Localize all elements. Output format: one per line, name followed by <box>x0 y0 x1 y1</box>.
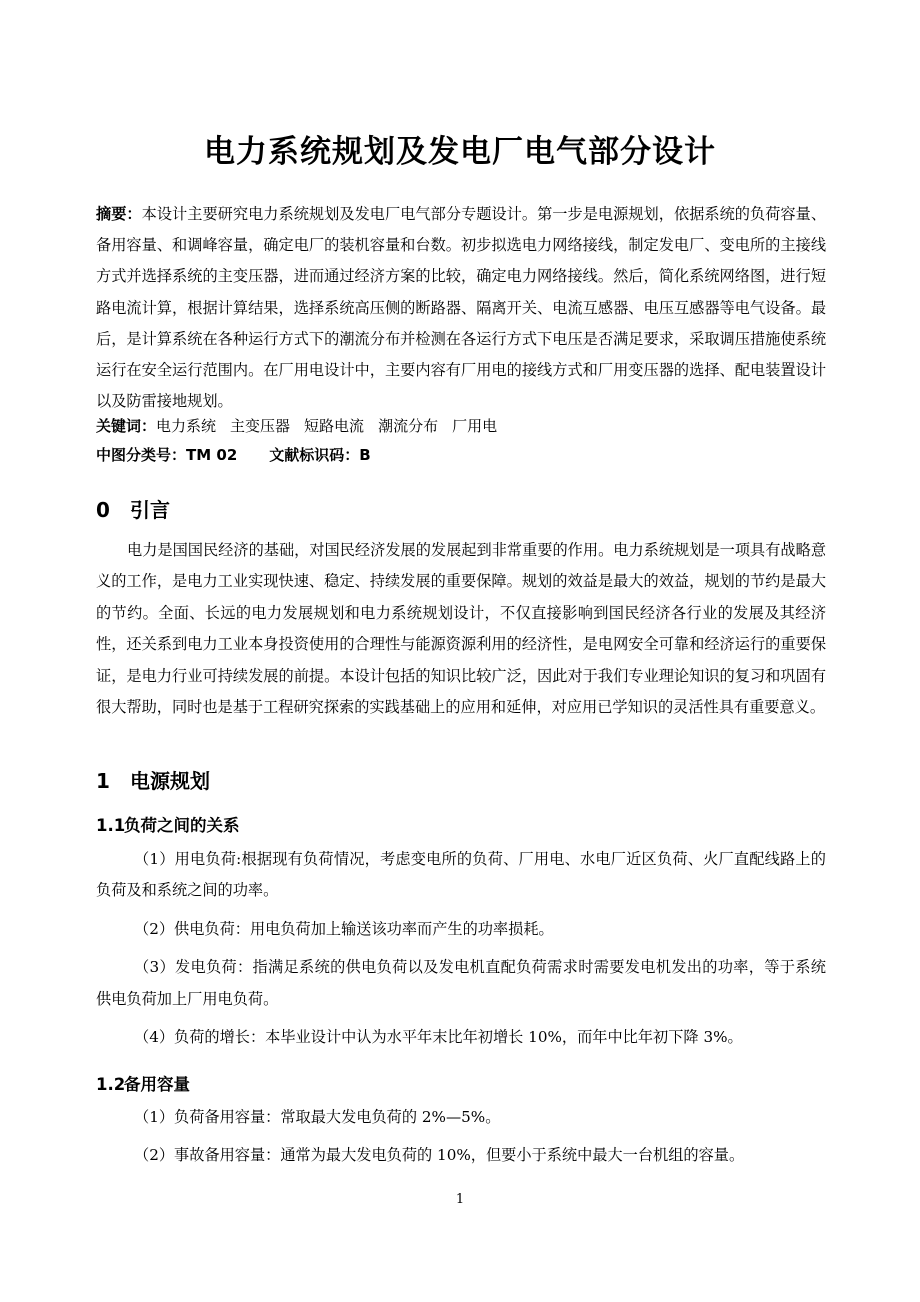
keyword-item: 短路电流 <box>304 417 365 435</box>
list-item: （3）发电负荷：指满足系统的供电负荷以及发电机直配负荷需求时需要发电机发出的功率，等于系统供电负荷加上厂用电负荷。 <box>96 958 826 1008</box>
section-number: 0 <box>96 498 110 522</box>
subsection-heading-load-relations <box>96 812 826 836</box>
clc-label: 中图分类号： <box>96 446 187 464</box>
keyword-item: 电力系统 <box>156 417 217 435</box>
keyword-item: 厂用电 <box>452 417 498 435</box>
subsection-heading-reserve-capacity <box>96 1071 826 1095</box>
keywords-line <box>96 412 826 440</box>
section-heading-intro <box>96 494 826 523</box>
doc-code-label: 文献标识码： <box>269 446 360 464</box>
list-item: （4）负荷的增长：本毕业设计中认为水平年末比年初增长 10%，而年中比年初下降 3%。 <box>134 1028 743 1047</box>
section-number: 1 <box>96 769 110 793</box>
subsection-title: 备用容量 <box>124 1075 190 1094</box>
section-heading-power-planning <box>96 765 826 794</box>
keyword-item: 主变压器 <box>230 417 291 435</box>
paper-title: 电力系统规划及发电厂电气部分设计 <box>204 134 716 170</box>
intro-paragraph: 电力是国国民经济的基础，对国民经济发展的发展起到非常重要的作用。电力系统规划是一项具有战略意义的工作，是电力工业实现快速、稳定、持续发展的重要保障。规划的效益是最大的效益，规划的节约是最大的节约。全面、长远的电力发展规划和电力系统规划设计，不仅直接影响到国民经济各行业的发展及其经济性，还关系到电力工业本身投资使用的合理性与能源资源利用的经济性，是电网安全可靠和经济运行的重要保证，是电力行业可持续发展的前提。本设计包括的知识比较广泛，因此对于我们专业理论知识的复习和巩固有很大帮助，同时也是基于工程研究探索的实践基础上的应用和延伸，对应用已学知识的灵活性具有重要意义。 <box>96 541 826 717</box>
keywords-label: 关键词： <box>96 417 157 435</box>
page-number: 1 <box>455 1192 465 1207</box>
doc-code-value: B <box>359 446 371 464</box>
list-item: （1）负荷备用容量：常取最大发电负荷的 2%—5%。 <box>134 1108 501 1126</box>
subsection-title: 负荷之间的关系 <box>124 816 240 835</box>
reserve-capacity-list <box>96 1102 826 1172</box>
subsection-number: 1.1 <box>96 816 126 835</box>
abstract-text: 本设计主要研究电力系统规划及发电厂电气部分专题设计。第一步是电源规划，依据系统的负荷容量、备用容量、和调峰容量，确定电厂的装机容量和台数。初步拟选电力网络接线，制定发电厂、变电所的主接线方式并选择系统的主变压器，进而通过经济方案的比较，确定电力网络接线。然后，简化系统网络图，进行短路电流计算，根据计算结果，选择系统高压侧的断路器、隔离开关、电流互感器、电压互感器等电气设备。最后，是计算系统在各种运行方式下的潮流分布并检测在各运行方式下电压是否满足要求，采取调压措施使系统运行在安全运行范围内。在厂用电设计中，主要内容有厂用电的接线方式和厂用变压器的选择、配电装置设计以及防雷接地规划。 <box>96 205 827 411</box>
clc-value: TM 02 <box>186 446 238 464</box>
abstract <box>96 199 826 417</box>
keyword-item: 潮流分布 <box>378 417 439 435</box>
list-item: （1）用电负荷:根据现有负荷情况，考虑变电所的负荷、厂用电、水电厂近区负荷、火厂直配线路上的负荷及和系统之间的功率。 <box>96 850 826 900</box>
subsection-number: 1.2 <box>96 1075 126 1094</box>
abstract-label: 摘要： <box>96 205 142 223</box>
section-title: 电源规划 <box>130 769 210 793</box>
section-title: 引言 <box>130 498 170 522</box>
list-item: （2）事故备用容量：通常为最大发电负荷的 10%，但要小于系统中最大一台机组的容量。 <box>134 1146 745 1165</box>
classification-line <box>96 441 826 469</box>
list-item: （2）供电负荷：用电负荷加上输送该功率而产生的功率损耗。 <box>134 919 554 938</box>
load-relations-list <box>96 844 826 1053</box>
